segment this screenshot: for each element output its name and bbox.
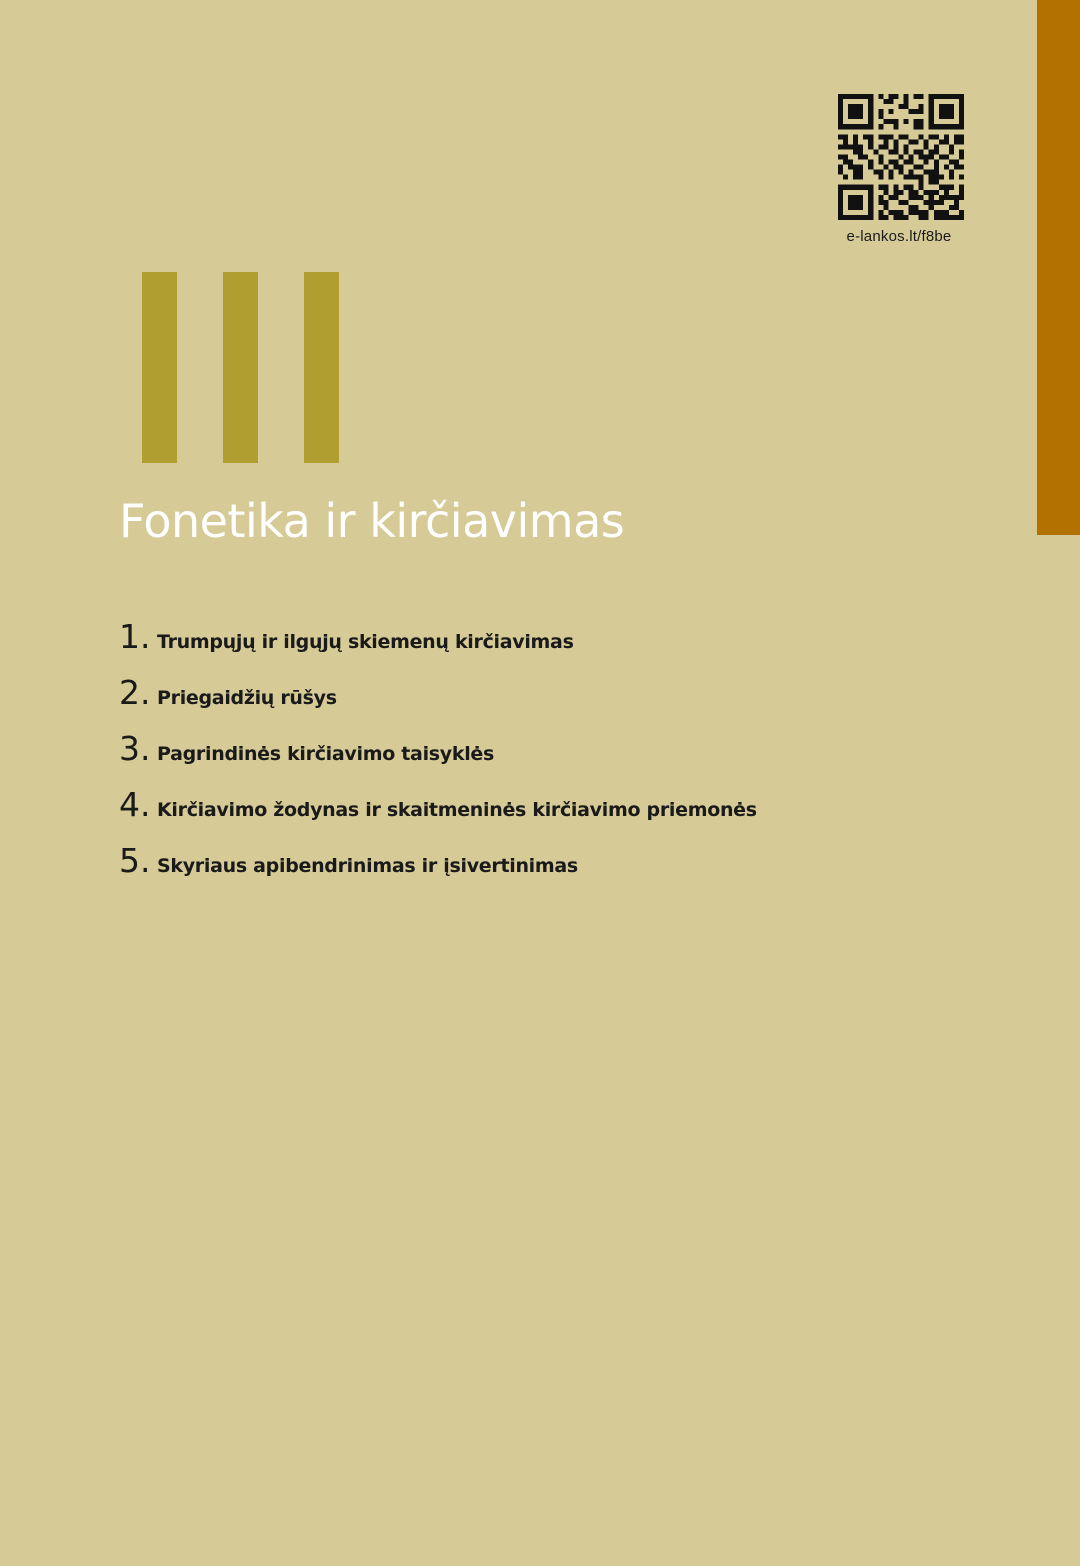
chapter-side-tab	[1037, 0, 1080, 535]
roman-numeral-bar	[223, 272, 258, 463]
toc-item-label[interactable]: Priegaidžių rūšys	[157, 687, 337, 709]
toc-item-number: 1.	[119, 617, 151, 656]
roman-numeral-bar	[304, 272, 339, 463]
chapter-roman-numeral	[142, 272, 342, 463]
toc-item-number: 3.	[119, 729, 151, 768]
qr-code-icon[interactable]	[838, 94, 964, 220]
qr-link-block[interactable]	[838, 94, 964, 245]
roman-numeral-bar	[142, 272, 177, 463]
toc-item-label[interactable]: Pagrindinės kirčiavimo taisyklės	[157, 743, 495, 765]
toc-item[interactable]	[119, 673, 757, 729]
qr-url-link[interactable]: e-lankos.lt/f8be	[846, 228, 952, 245]
toc-item[interactable]	[119, 841, 757, 897]
toc-item[interactable]	[119, 617, 757, 673]
toc-item-label[interactable]: Kirčiavimo žodynas ir skaitmeninės kirčiavimo priemonės	[157, 799, 757, 821]
toc-item-number: 5.	[119, 841, 151, 880]
toc-item-label[interactable]: Trumpųjų ir ilgųjų skiemenų kirčiavimas	[157, 631, 574, 653]
table-of-contents	[119, 617, 757, 897]
toc-item[interactable]	[119, 729, 757, 785]
chapter-title: Fonetika ir kirčiavimas	[119, 494, 625, 548]
toc-item-number: 4.	[119, 785, 151, 824]
toc-item-number: 2.	[119, 673, 151, 712]
toc-item[interactable]	[119, 785, 757, 841]
toc-item-label[interactable]: Skyriaus apibendrinimas ir įsivertinimas	[157, 855, 578, 877]
